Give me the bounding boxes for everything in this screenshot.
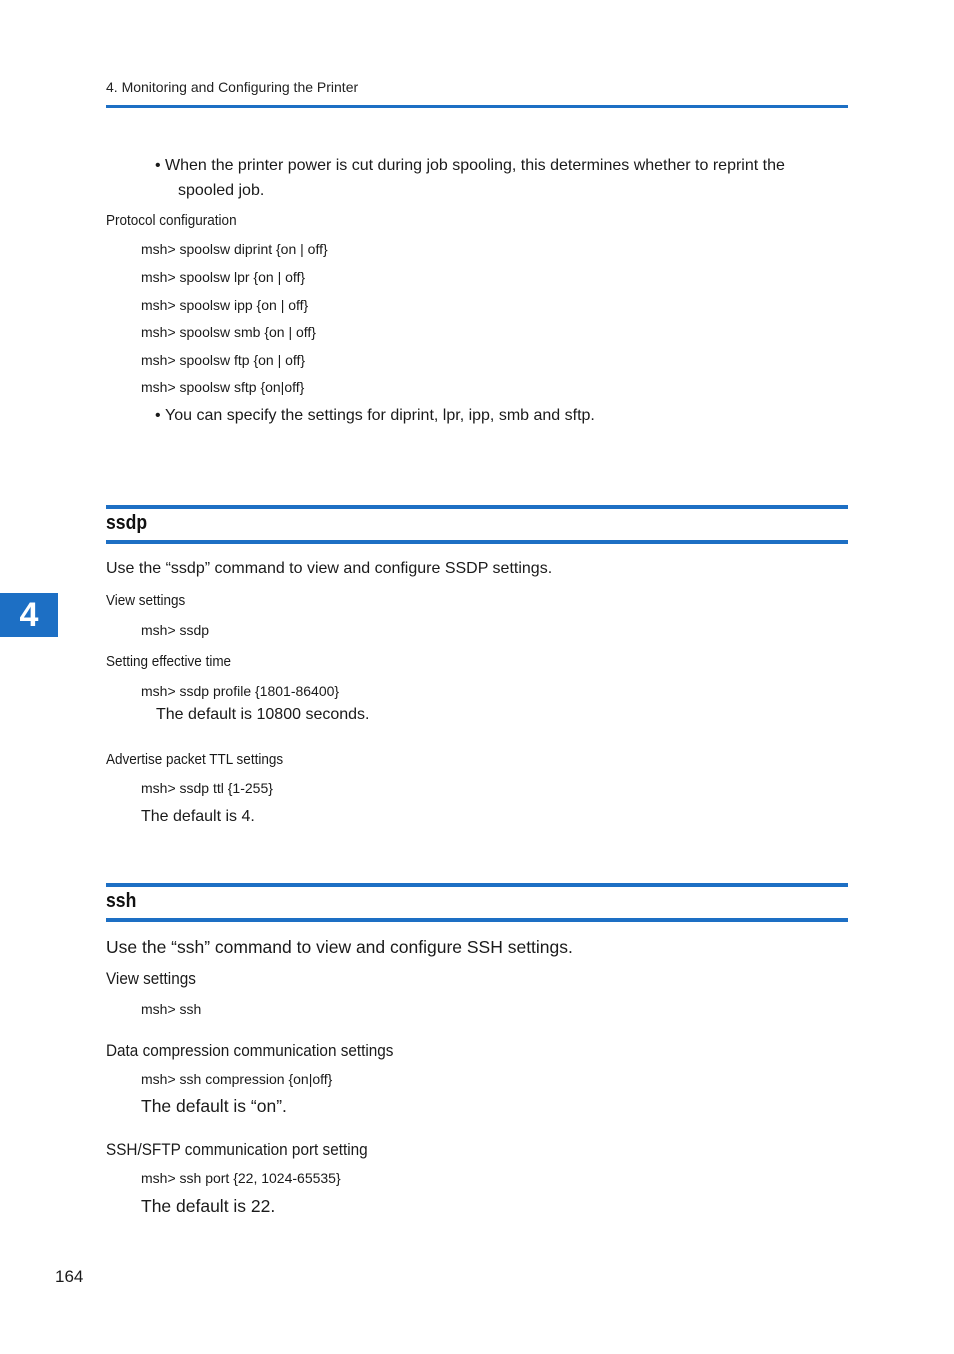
section-rule-bottom	[106, 540, 848, 544]
command-line: msh> ssdp profile {1801-86400}	[141, 683, 340, 699]
bullet-icon: •	[155, 157, 161, 174]
chapter-tab: 4	[0, 593, 58, 637]
command-line: msh> ssh compression {on|off}	[141, 1071, 333, 1087]
command-line: msh> ssdp ttl {1-255}	[141, 780, 273, 796]
ssh-compression-heading: Data compression communication settings	[106, 1041, 394, 1060]
section-title-ssdp: ssdp	[106, 512, 148, 534]
bullet-item	[155, 157, 785, 175]
command-line: msh> spoolsw diprint {on | off}	[141, 241, 328, 257]
default-note: The default is “on”.	[141, 1096, 287, 1116]
command-line: msh> spoolsw ipp {on | off}	[141, 297, 309, 313]
ssdp-view-heading: View settings	[106, 592, 186, 609]
command-line: msh> spoolsw sftp {on|off}	[141, 379, 305, 395]
header-rule	[106, 105, 848, 108]
ssh-view-heading: View settings	[106, 969, 196, 988]
page-number: 164	[55, 1267, 84, 1286]
section-rule-bottom	[106, 918, 848, 922]
protocol-config-heading: Protocol configuration	[106, 212, 237, 229]
section-title-ssh: ssh	[106, 890, 137, 912]
default-note: The default is 10800 seconds.	[156, 706, 370, 723]
running-header: 4. Monitoring and Configuring the Printer	[106, 79, 359, 95]
command-line: msh> spoolsw smb {on | off}	[141, 324, 316, 340]
default-note: The default is 22.	[141, 1196, 276, 1216]
command-line: msh> ssh port {22, 1024-65535}	[141, 1170, 341, 1186]
bullet-text-line2: spooled job.	[178, 182, 265, 199]
section-rule-top	[106, 883, 848, 887]
command-line: msh> spoolsw ftp {on | off}	[141, 352, 306, 368]
bullet-icon: •	[155, 407, 161, 424]
command-line: msh> ssdp	[141, 622, 210, 638]
command-line: msh> spoolsw lpr {on | off}	[141, 269, 306, 285]
bullet-item	[155, 407, 595, 425]
ssh-intro: Use the “ssh” command to view and configure SSH settings.	[106, 937, 573, 957]
ssh-port-heading: SSH/SFTP communication port setting	[106, 1140, 368, 1159]
ssdp-intro: Use the “ssdp” command to view and configure SSDP settings.	[106, 560, 553, 577]
bullet-text-line1: When the printer power is cut during job spooling, this determines whether to reprint the	[165, 157, 785, 174]
note-text: You can specify the settings for diprint, lpr, ipp, smb and sftp.	[165, 407, 595, 424]
default-note: The default is 4.	[141, 808, 255, 825]
ssdp-ttl-heading: Advertise packet TTL settings	[106, 751, 284, 768]
section-rule-top	[106, 505, 848, 509]
ssdp-time-heading: Setting effective time	[106, 653, 232, 670]
command-line: msh> ssh	[141, 1001, 202, 1017]
